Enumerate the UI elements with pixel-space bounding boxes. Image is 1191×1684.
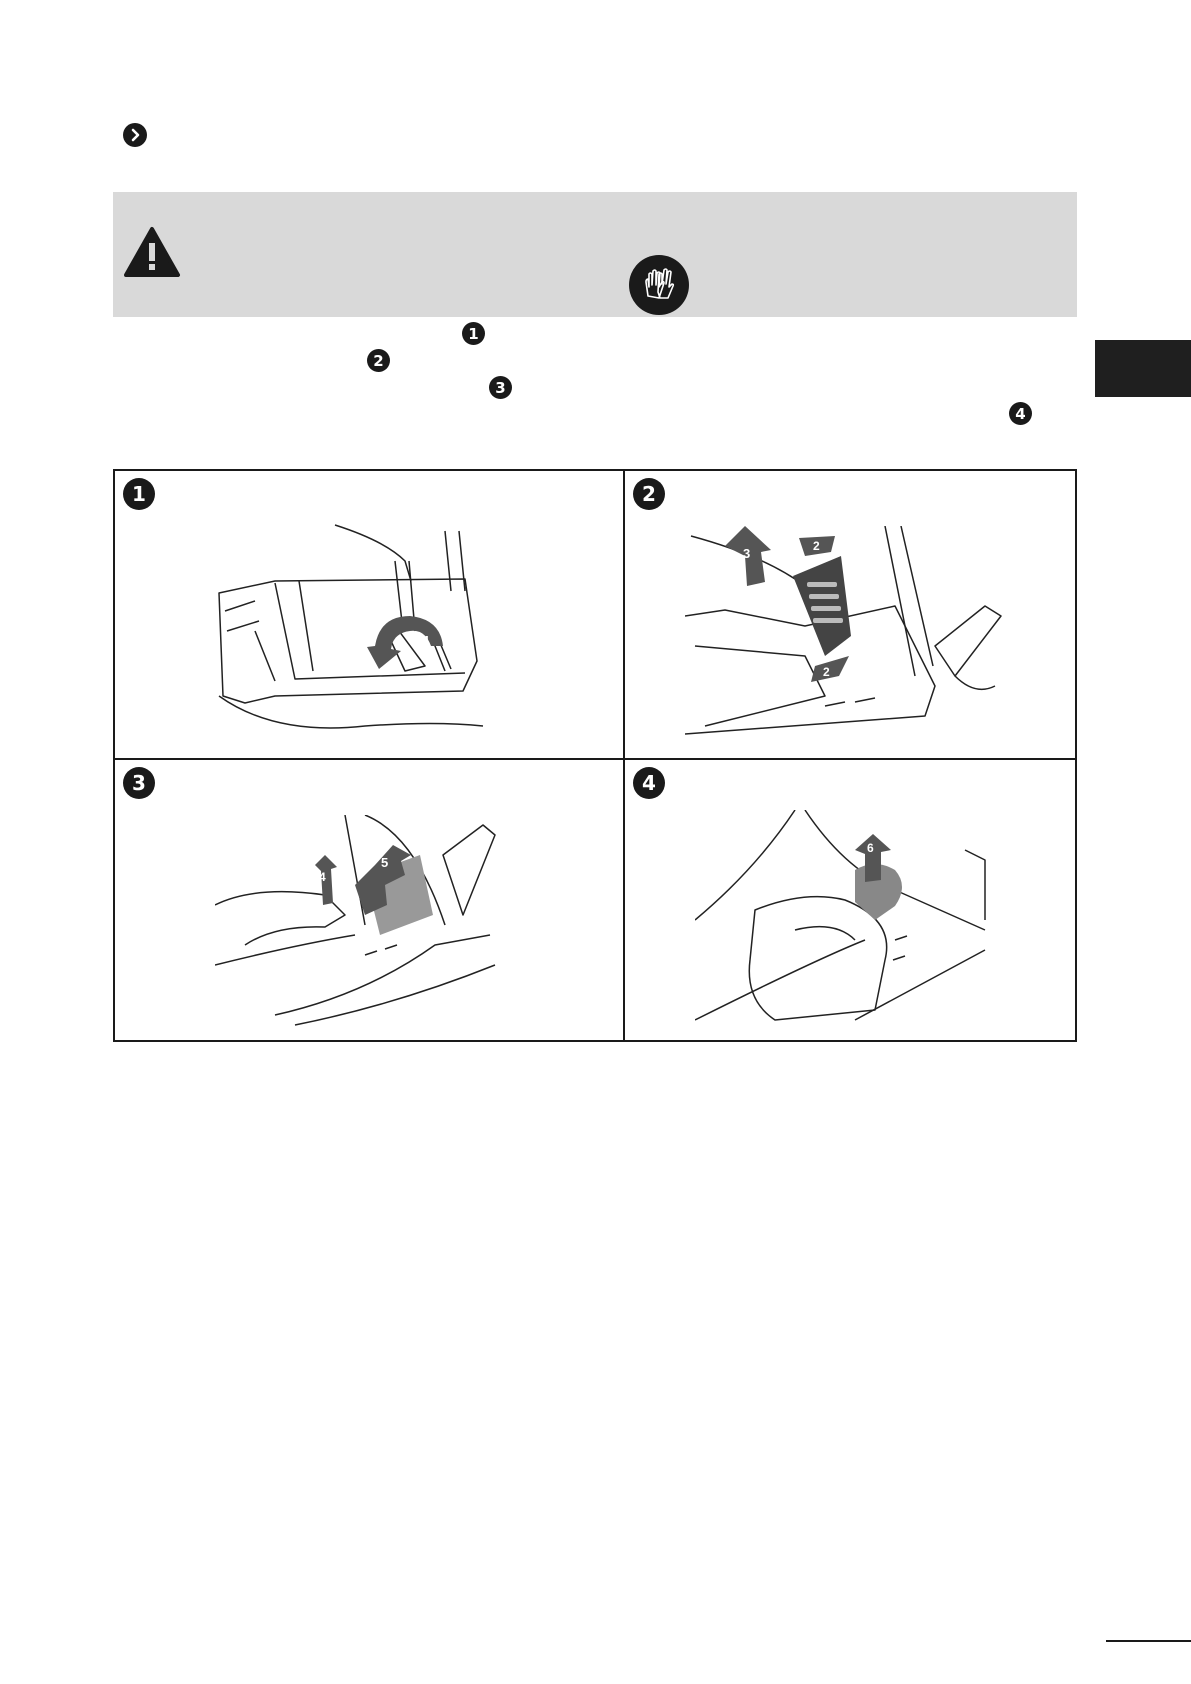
panel-number-badge: 2 [633,478,665,510]
chevron-right-icon [123,123,147,147]
panel-2 [625,471,1079,758]
step-number-badge: 4 [1009,402,1032,425]
footer-rule [1106,1640,1191,1642]
panel-1 [115,471,623,758]
panel-number-badge: 3 [123,767,155,799]
step-number-badge: 2 [367,349,390,372]
arrow-label: 1 [423,633,431,648]
illustration-filter-remove [695,810,995,1035]
arrow-label: 4 [319,870,326,884]
section-tab [1095,340,1191,397]
arrow-label: 6 [867,841,874,855]
arrow-label: 3 [743,546,751,561]
illustration-filter-unlock [215,521,515,746]
arrow-label: 5 [381,855,389,870]
illustration-filter-unclip [215,815,515,1030]
arrow-label: 2 [813,539,820,553]
step-number-badge: 3 [489,376,512,399]
panel-number-badge: 4 [633,767,665,799]
gloves-icon [628,254,690,321]
warning-box [113,192,1077,317]
panel-4 [625,760,1079,1042]
arrow-label: 2 [823,665,830,679]
illustration-grid [113,469,1077,1042]
step-number-badge: 1 [462,322,485,345]
panel-number-badge: 1 [123,478,155,510]
illustration-filter-lift [685,526,1005,751]
panel-3 [115,760,623,1042]
warning-triangle-icon [123,226,181,283]
